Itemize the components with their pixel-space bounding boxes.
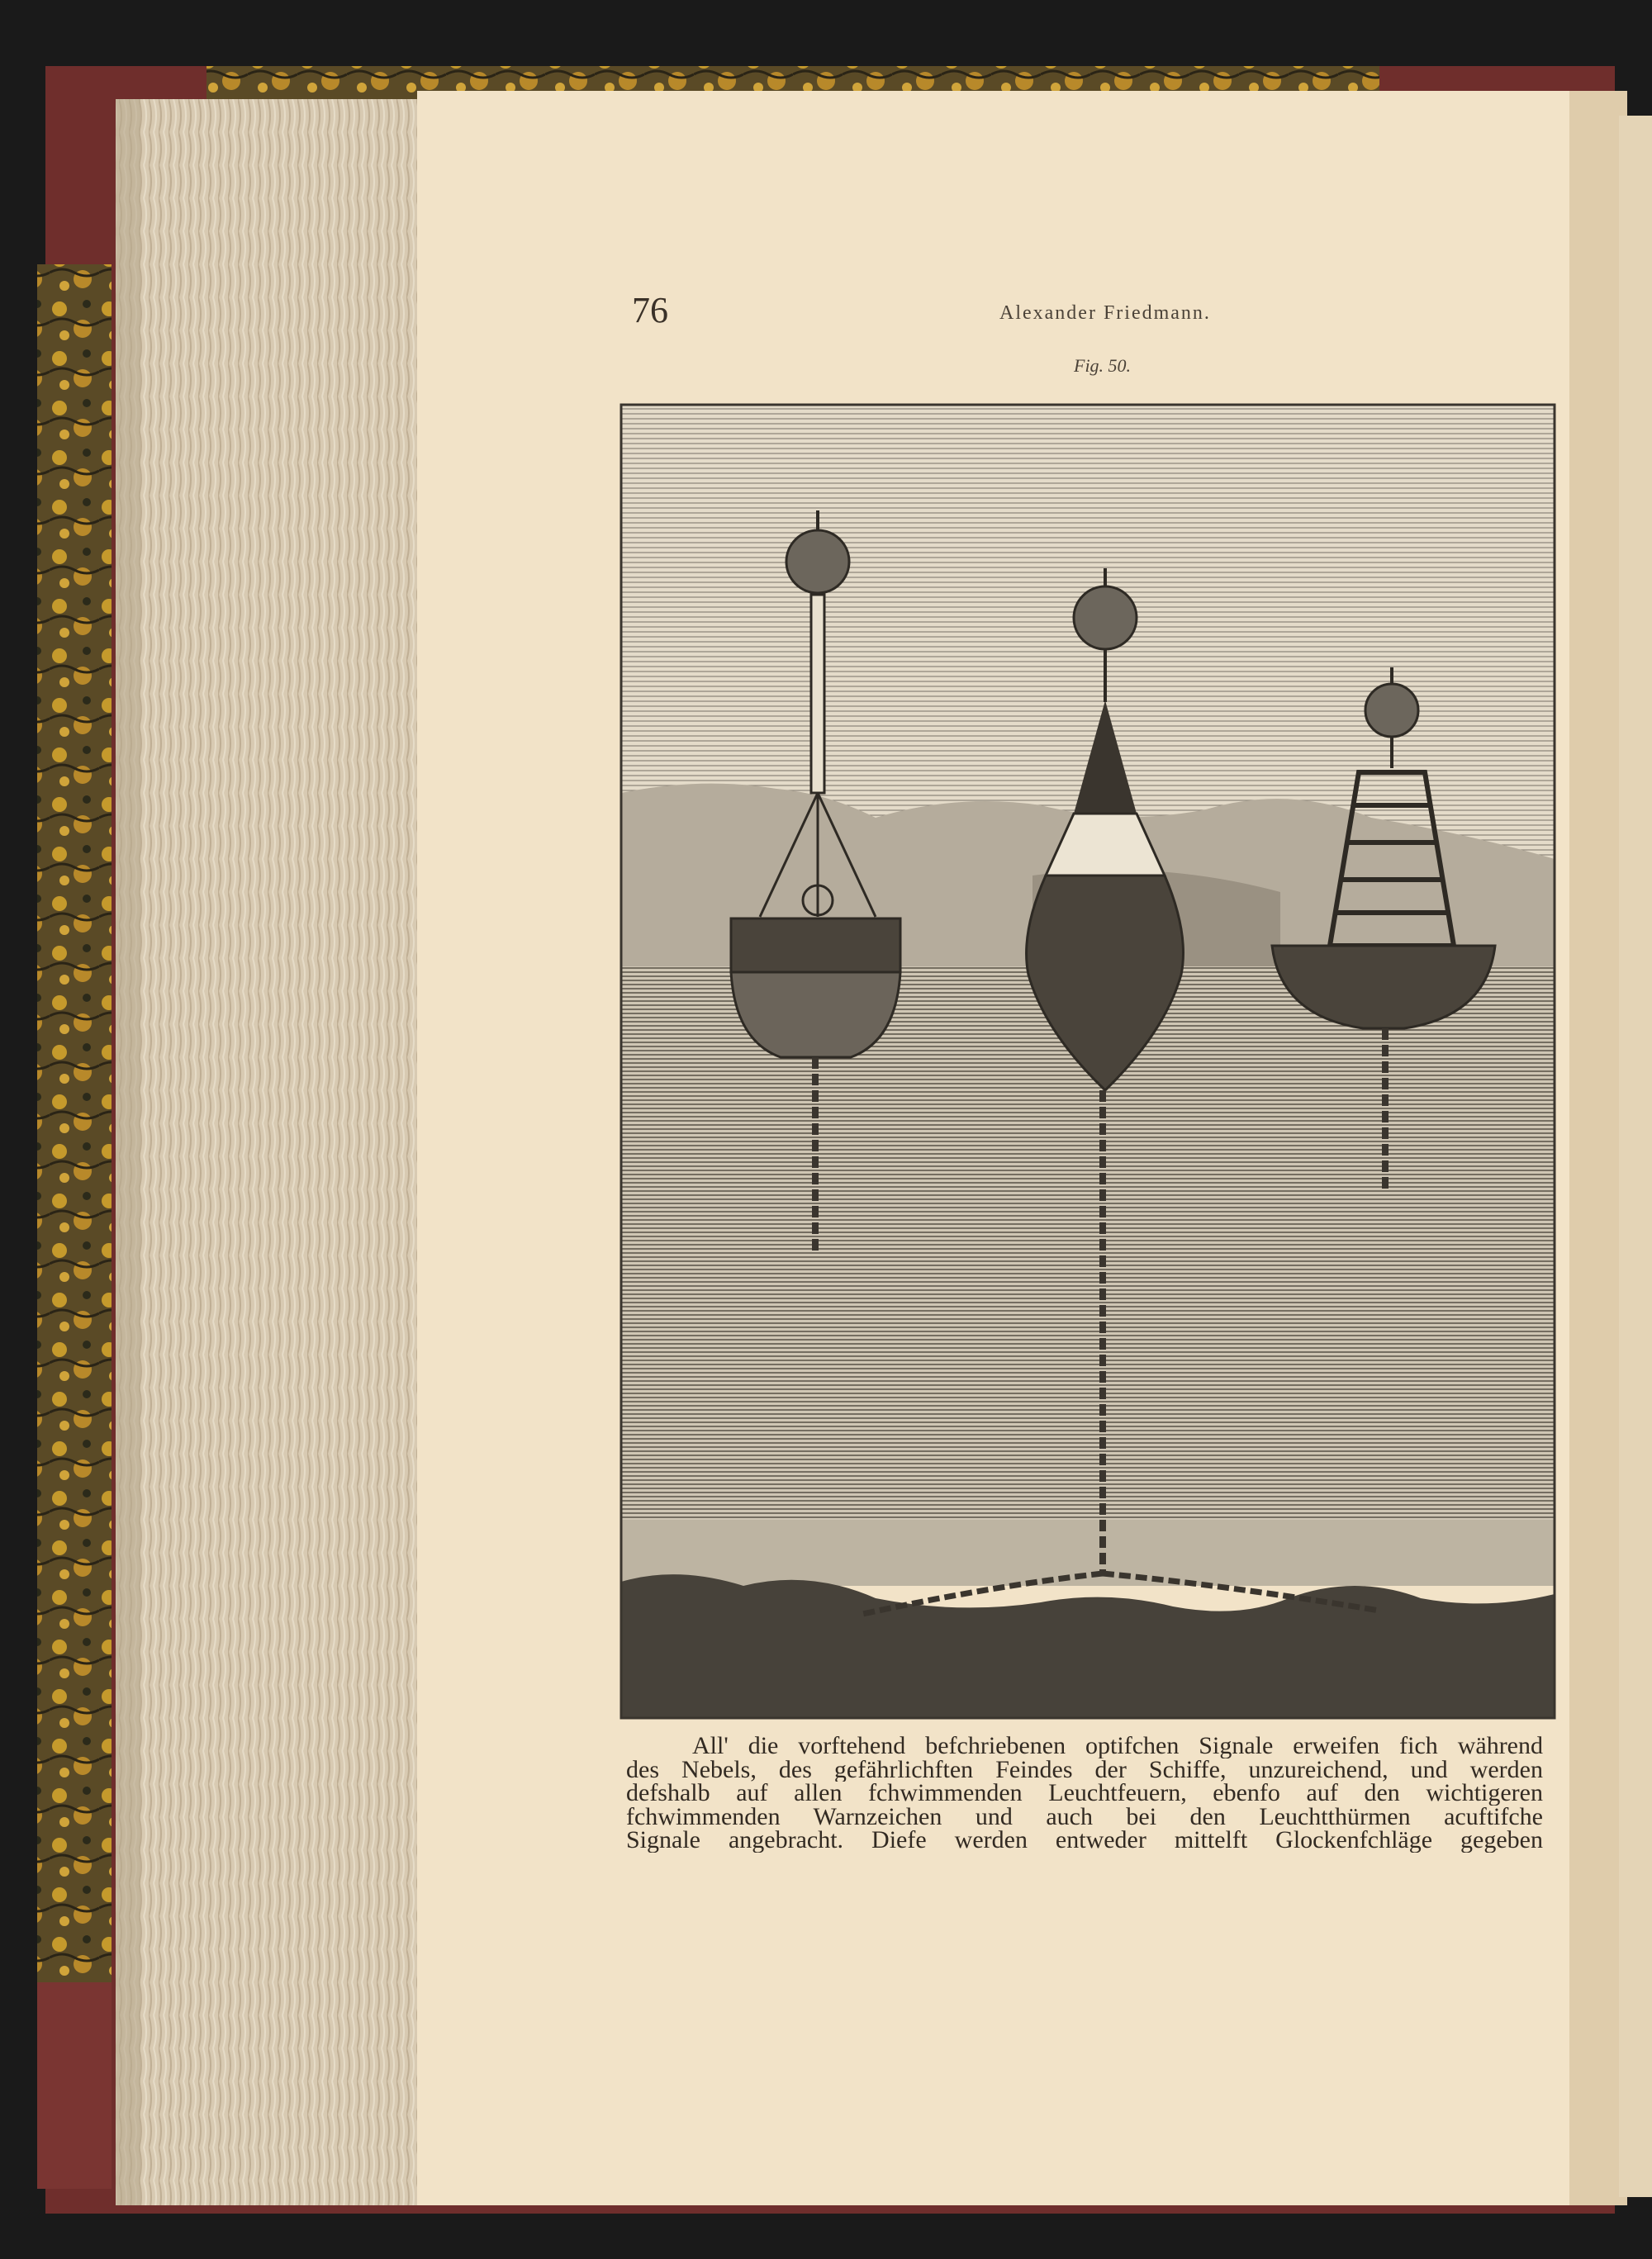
left-buoy-mast — [811, 595, 824, 793]
left-buoy-cage — [786, 530, 849, 593]
gutter-shadow — [1569, 91, 1627, 2205]
body-line: des Nebels, des gefährlichften Feindes der Schiffe, unzureichend, und werden — [626, 1758, 1543, 1782]
body-line: Signale angebracht. Diefe werden entweder mittelft Glockenfchläge gegeben — [626, 1829, 1543, 1853]
body-paragraph — [626, 1735, 1543, 1853]
right-buoy-cage — [1365, 684, 1418, 737]
body-line: All' die vorftehend befchriebenen optifchen Signale erweifen fich während — [692, 1735, 1543, 1758]
body-line: fchwimmenden Warnzeichen und auch bei den Leuchtthürmen acuftifche — [626, 1805, 1543, 1829]
page-stack — [116, 99, 421, 2205]
page-stack-shade — [116, 99, 140, 2205]
figure-caption: Fig. 50. — [1074, 355, 1132, 376]
middle-buoy-cage — [1074, 586, 1137, 649]
body-line: defshalb auf allen fchwimmenden Leuchtfeuern, ebenfo auf den wichtigeren — [626, 1782, 1543, 1806]
page-number: 76 — [632, 290, 668, 330]
seabed-strip — [621, 1520, 1555, 1586]
cover-corner-bottom — [37, 1982, 112, 2189]
figure-engraving — [621, 405, 1555, 1718]
left-buoy-body-top — [731, 918, 900, 972]
next-page-edge — [1619, 116, 1652, 2197]
running-head: Alexander Friedmann. — [999, 302, 1211, 324]
marbled-endpaper — [37, 264, 112, 1982]
